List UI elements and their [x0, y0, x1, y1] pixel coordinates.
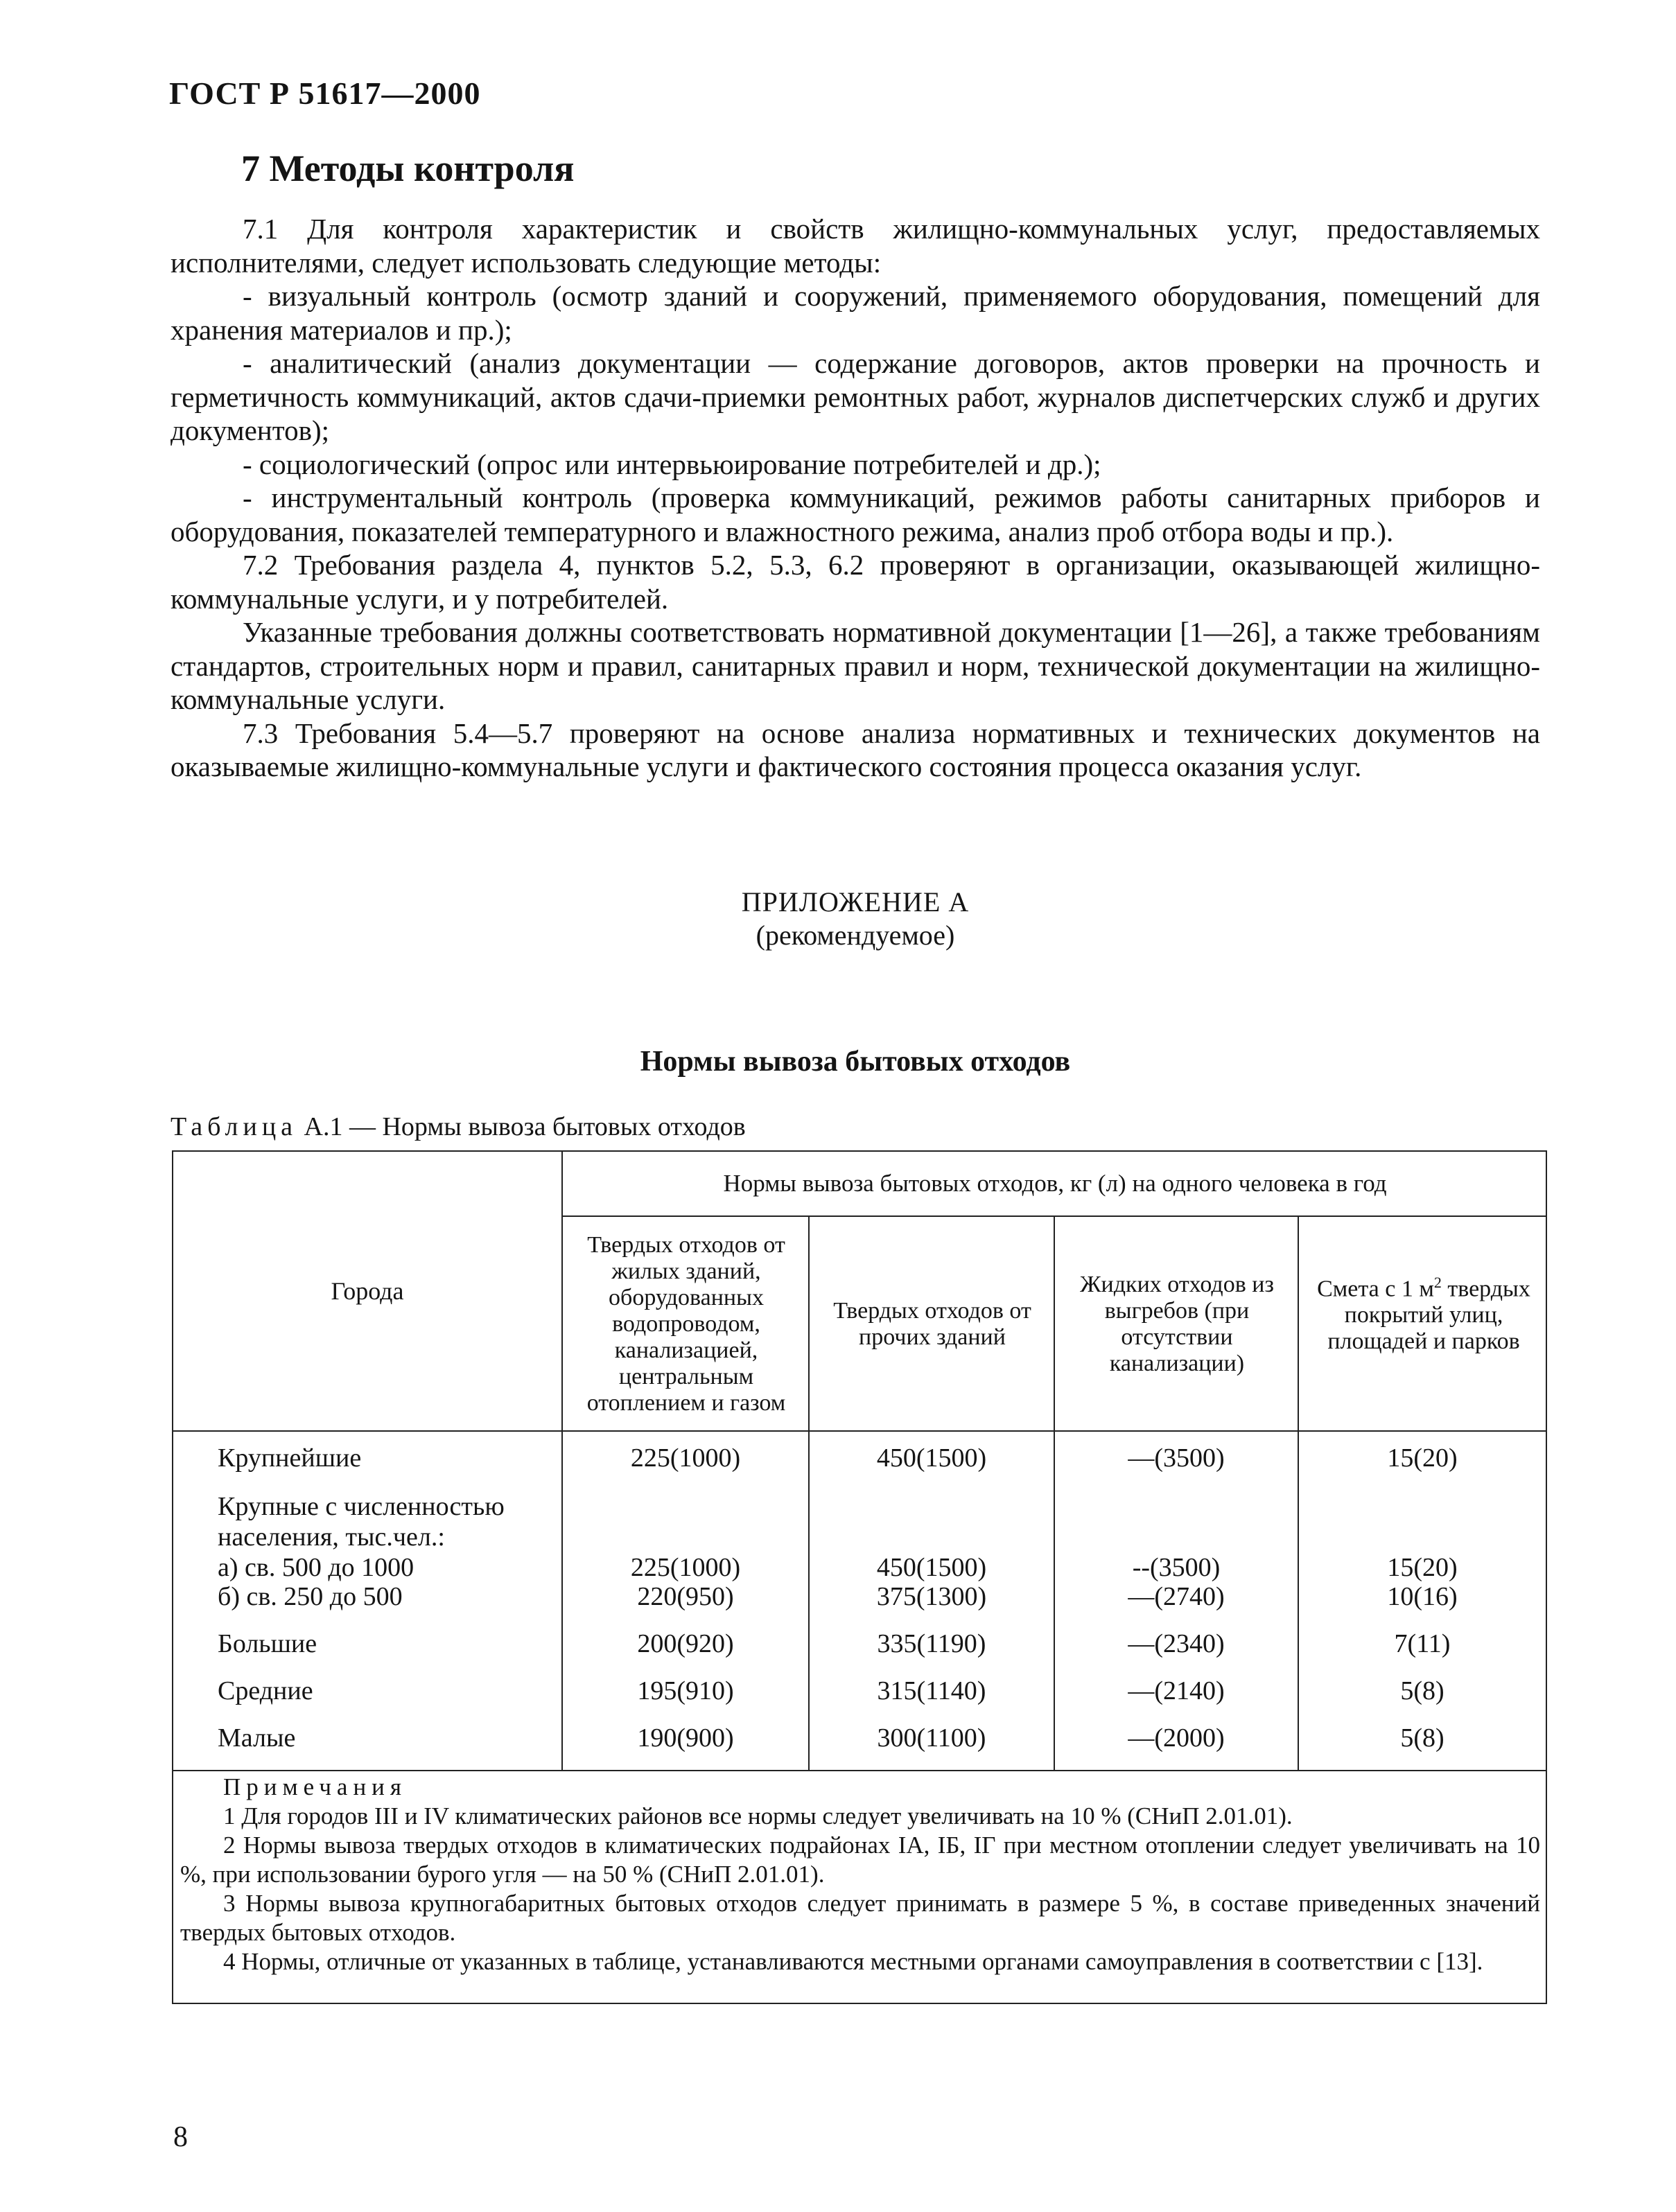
- table-cell: 225(1000): [630, 1553, 741, 1582]
- section-body: [171, 212, 1540, 784]
- paragraph: - инструментальный контроль (проверка коммуникаций, режимов работы санитарных приборов и оборудования, показателей температурного и влажностного режима, анализ проб отбора воды и пр.).: [171, 482, 1540, 547]
- table-cell: —(2140): [1128, 1676, 1225, 1705]
- header-col4-a: Смета с 1 м: [1317, 1276, 1434, 1302]
- table-row-city: Средние: [218, 1676, 313, 1705]
- notes-title-text: Примечания: [223, 1773, 408, 1800]
- table-row-city: населения, тыс.чел.:: [218, 1522, 445, 1552]
- paragraph: 7.1 Для контроля характеристик и свойств жилищно-коммунальных услуг, предоставляемых исполнителями, следует использовать следующие методы:: [171, 213, 1540, 279]
- note: 2 Нормы вывоза твердых отходов в климатических подрайонах IA, IБ, IГ при местном отоплении следует увеличивать на 10 %, при использовании бурого угля — на 50 % (СНиП 2.01.01).: [180, 1832, 1541, 1888]
- annex-status: (рекомендуемое): [756, 920, 955, 951]
- table-cell: 15(20): [1387, 1443, 1458, 1473]
- table-cell: 7(11): [1394, 1629, 1451, 1658]
- header-col2: Твердых отходов от прочих зданий: [833, 1298, 1031, 1350]
- table-cell: 200(920): [637, 1629, 734, 1658]
- note: 3 Нормы вывоза крупногабаритных бытовых отходов следует принимать в размере 5 %, в составе приведенных значений твердых бытовых отходов.: [180, 1890, 1540, 1946]
- paragraph: 7.2 Требования раздела 4, пунктов 5.2, 5.3, 6.2 проверяют в организации, оказывающей жилищно-коммунальные услуги, и у потребителей.: [171, 549, 1540, 615]
- header-col4: [1307, 1218, 1540, 1430]
- table-cell: 335(1190): [877, 1629, 986, 1658]
- table-cell: 375(1300): [876, 1582, 987, 1611]
- table-cell: —(2740): [1128, 1582, 1225, 1611]
- table-cell: 10(16): [1387, 1582, 1458, 1611]
- norms-table: [172, 1150, 1547, 2004]
- table-caption-text: А.1 — Нормы вывоза бытовых отходов: [297, 1112, 746, 1141]
- annex-title: ПРИЛОЖЕНИЕ А: [741, 886, 970, 918]
- table-cell: 220(950): [637, 1582, 734, 1611]
- note: 4 Нормы, отличные от указанных в таблице, устанавливаются местными органами самоуправления в соответствии с [13].: [223, 1948, 1483, 1975]
- section-title: 7 Методы контроля: [241, 148, 575, 189]
- header-col1: Твердых отходов от жилых зданий, оборудованных водопроводом, канализацией, центральным отоплением и газом: [586, 1232, 786, 1416]
- table-row-city: Малые: [218, 1723, 296, 1753]
- table-cell: 15(20): [1387, 1553, 1458, 1582]
- paragraph: 7.3 Требования 5.4—5.7 проверяют на основе анализа нормативных и технических документов на оказываемые жилищно-коммунальные услуги и фактического состояния процесса оказания услуг.: [171, 717, 1540, 782]
- paragraph: - аналитический (анализ документации — содержание договоров, актов проверки на прочность и герметичность коммуникаций, актов сдачи-приемки ремонтных работ, журналов диспетчерских служб и других документов);: [171, 347, 1540, 446]
- table-cell: —(2340): [1128, 1629, 1225, 1658]
- paragraph: - социологический (опрос или интервьюирование потребителей и др.);: [243, 448, 1101, 480]
- row-divider: [173, 1430, 1547, 1432]
- table-caption-prefix: Таблица: [171, 1112, 298, 1141]
- page-number: 8: [173, 2121, 188, 2153]
- standard-code: ГОСТ Р 51617—2000: [169, 76, 481, 111]
- table-cell: 315(1140): [877, 1676, 986, 1705]
- table-cell: —(3500): [1128, 1443, 1225, 1473]
- table-cell: --(3500): [1132, 1553, 1221, 1582]
- table-caption: [171, 1112, 746, 1142]
- table-row-city: б) св. 250 до 500: [218, 1582, 403, 1611]
- header-col4-sup: 2: [1433, 1274, 1442, 1291]
- row-divider: [561, 1215, 1547, 1217]
- header-group: Нормы вывоза бытовых отходов, кг (л) на одного человека в год: [723, 1170, 1387, 1197]
- annex-heading: Нормы вывоза бытовых отходов: [640, 1046, 1071, 1078]
- table-cell: 225(1000): [630, 1443, 741, 1473]
- note: 1 Для городов III и IV климатических районов все нормы следует увеличивать на 10 % (СНиП 2.01.01).: [223, 1802, 1293, 1829]
- row-divider: [173, 1770, 1547, 1771]
- table-cell: 450(1500): [876, 1553, 987, 1582]
- header-col3: Жидких отходов из выгребов (при отсутствии канализации): [1080, 1272, 1274, 1376]
- header-col4-b: твердых покрытий улиц, площадей и парков: [1327, 1276, 1530, 1355]
- table-cell: 300(1100): [877, 1723, 986, 1753]
- table-row-city: Большие: [218, 1629, 317, 1658]
- paragraph: - визуальный контроль (осмотр зданий и сооружений, применяемого оборудования, помещений для хранения материалов и пр.);: [171, 280, 1540, 346]
- table-row-city: а) св. 500 до 1000: [218, 1553, 414, 1582]
- paragraph: Указанные требования должны соответствовать нормативной документации [1—26], а также требованиям стандартов, строительных норм и правил, санитарных правил и норм, технической документации на жилищно-коммунальные услуги.: [171, 616, 1540, 715]
- notes-title: [180, 1773, 1540, 1802]
- table-cell: 450(1500): [876, 1443, 987, 1473]
- table-cell: —(2000): [1128, 1723, 1225, 1753]
- header-city: Города: [331, 1277, 404, 1305]
- table-cell: 5(8): [1400, 1723, 1444, 1753]
- table-notes: [180, 1773, 1540, 1976]
- table-cell: 195(910): [637, 1676, 734, 1705]
- table-cell: 5(8): [1400, 1676, 1444, 1705]
- table-row-city: Крупные с численностью: [218, 1492, 505, 1521]
- table-row-city: Крупнейшие: [218, 1443, 362, 1473]
- table-cell: 190(900): [637, 1723, 734, 1753]
